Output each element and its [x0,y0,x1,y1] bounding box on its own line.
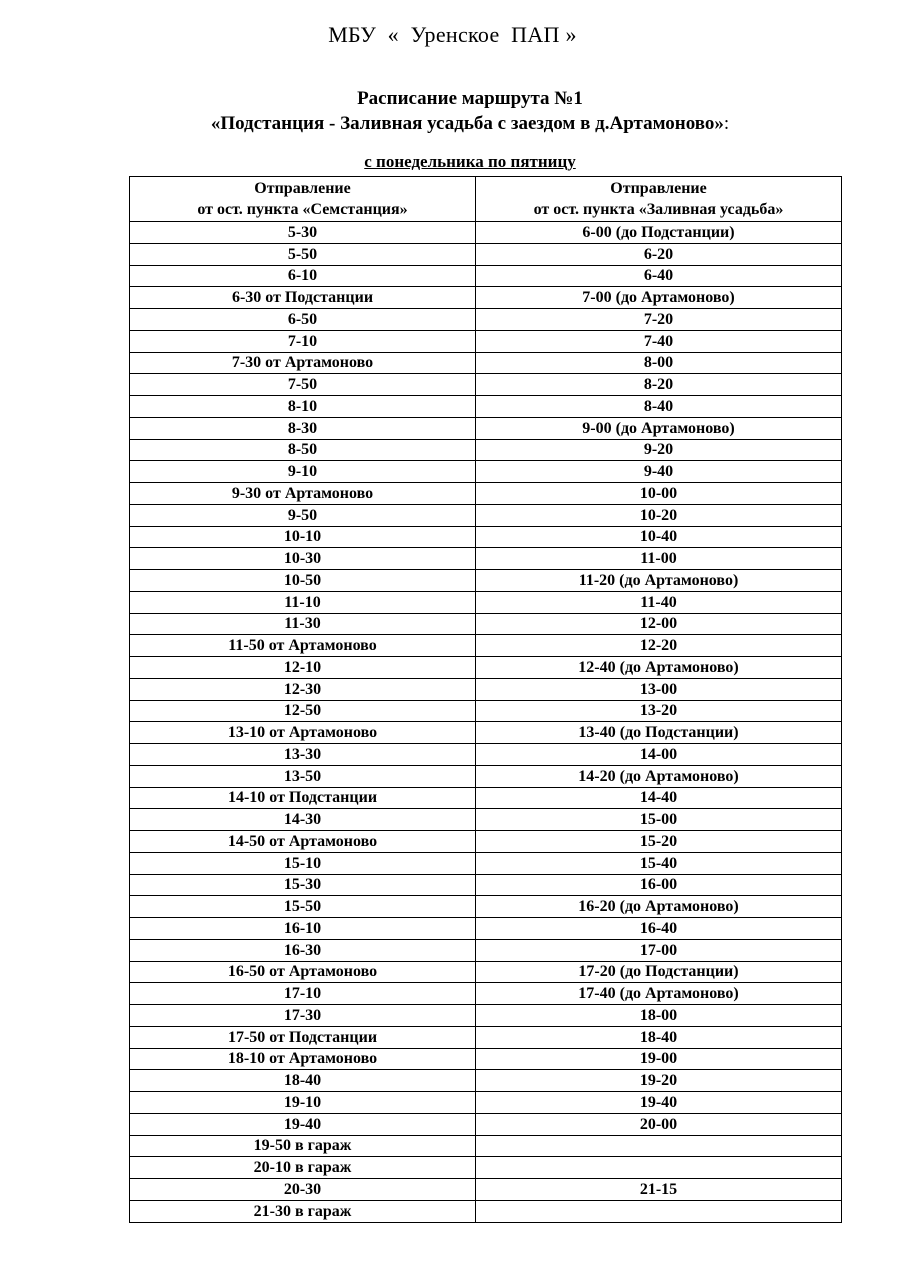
departure-zalivnaya-usadba-cell: 18-00 [476,1005,842,1027]
table-row [130,1048,842,1070]
table-row [130,591,842,613]
table-row [130,330,842,352]
departure-zalivnaya-usadba-cell: 14-40 [476,787,842,809]
departure-zalivnaya-usadba-cell: 16-40 [476,918,842,940]
table-row [130,918,842,940]
departure-semstantsiya-cell: 17-30 [130,1005,476,1027]
departure-zalivnaya-usadba-cell: 13-00 [476,678,842,700]
departure-zalivnaya-usadba-cell: 10-00 [476,483,842,505]
table-row [130,417,842,439]
departure-zalivnaya-usadba-cell: 11-00 [476,548,842,570]
table-row [130,265,842,287]
departure-semstantsiya-cell: 11-10 [130,591,476,613]
departure-semstantsiya-cell: 7-50 [130,374,476,396]
departure-semstantsiya-cell: 8-10 [130,396,476,418]
table-row [130,309,842,331]
table-row [130,222,842,244]
departure-semstantsiya-cell: 6-50 [130,309,476,331]
table-row [130,374,842,396]
table-row [130,243,842,265]
departure-semstantsiya-cell: 14-30 [130,809,476,831]
departure-zalivnaya-usadba-cell: 19-20 [476,1070,842,1092]
departure-zalivnaya-usadba-cell: 12-00 [476,613,842,635]
table-row [130,722,842,744]
departure-semstantsiya-cell: 16-30 [130,939,476,961]
departure-zalivnaya-usadba-cell: 11-20 (до Артамоново) [476,570,842,592]
departure-zalivnaya-usadba-cell: 6-40 [476,265,842,287]
departure-semstantsiya-cell: 8-50 [130,439,476,461]
departure-zalivnaya-usadba-cell: 15-00 [476,809,842,831]
table-row [130,548,842,570]
table-row [130,765,842,787]
departure-zalivnaya-usadba-cell: 10-40 [476,526,842,548]
departure-semstantsiya-cell: 16-10 [130,918,476,940]
table-row [130,961,842,983]
departure-semstantsiya-cell: 13-50 [130,765,476,787]
departure-semstantsiya-cell: 12-50 [130,700,476,722]
departure-zalivnaya-usadba-cell: 7-40 [476,330,842,352]
departure-zalivnaya-usadba-cell: 15-20 [476,831,842,853]
table-row [130,809,842,831]
departure-zalivnaya-usadba-cell [476,1200,842,1222]
departure-zalivnaya-usadba-cell: 9-00 (до Артамоново) [476,417,842,439]
schedule-days: с понедельника по пятницу [364,152,576,171]
table-row [130,613,842,635]
table-row [130,1135,842,1157]
table-row [130,461,842,483]
table-row [130,1179,842,1201]
table-row [130,1113,842,1135]
table-row [130,787,842,809]
departure-semstantsiya-cell: 10-30 [130,548,476,570]
table-row [130,678,842,700]
header-departure-semstantsiya [130,177,476,222]
departure-semstantsiya-cell: 12-30 [130,678,476,700]
departure-semstantsiya-cell: 14-50 от Артамоново [130,831,476,853]
departure-zalivnaya-usadba-cell: 6-00 (до Подстанции) [476,222,842,244]
departure-semstantsiya-cell: 14-10 от Подстанции [130,787,476,809]
departure-semstantsiya-cell: 17-10 [130,983,476,1005]
table-row [130,983,842,1005]
departure-zalivnaya-usadba-cell: 8-20 [476,374,842,396]
departure-semstantsiya-cell: 5-50 [130,243,476,265]
header-departure-zalivnaya-usadba [476,177,842,222]
table-row [130,896,842,918]
departure-zalivnaya-usadba-cell: 7-20 [476,309,842,331]
departure-zalivnaya-usadba-cell: 11-40 [476,591,842,613]
departure-semstantsiya-cell: 5-30 [130,222,476,244]
schedule-rows [130,222,842,1223]
departure-zalivnaya-usadba-cell: 8-40 [476,396,842,418]
departure-semstantsiya-cell: 8-30 [130,417,476,439]
table-row [130,1157,842,1179]
departure-zalivnaya-usadba-cell: 18-40 [476,1026,842,1048]
departure-semstantsiya-cell: 21-30 в гараж [130,1200,476,1222]
header-line-1: Отправление [254,180,351,197]
departure-zalivnaya-usadba-cell [476,1135,842,1157]
table-row [130,1026,842,1048]
table-row [130,657,842,679]
departure-zalivnaya-usadba-cell: 14-00 [476,744,842,766]
departure-zalivnaya-usadba-cell: 19-00 [476,1048,842,1070]
departure-semstantsiya-cell: 11-50 от Артамоново [130,635,476,657]
departure-zalivnaya-usadba-cell: 10-20 [476,504,842,526]
table-row [130,939,842,961]
table-row [130,570,842,592]
departure-zalivnaya-usadba-cell: 16-00 [476,874,842,896]
departure-semstantsiya-cell: 18-40 [130,1070,476,1092]
table-row [130,439,842,461]
departure-semstantsiya-cell: 11-30 [130,613,476,635]
table-row [130,1092,842,1114]
departure-zalivnaya-usadba-cell: 6-20 [476,243,842,265]
table-row [130,852,842,874]
departure-zalivnaya-usadba-cell: 13-20 [476,700,842,722]
departure-semstantsiya-cell: 7-10 [130,330,476,352]
table-row [130,526,842,548]
departure-semstantsiya-cell: 6-30 от Подстанции [130,287,476,309]
departure-zalivnaya-usadba-cell: 17-20 (до Подстанции) [476,961,842,983]
departure-semstantsiya-cell: 7-30 от Артамоново [130,352,476,374]
departure-zalivnaya-usadba-cell: 17-00 [476,939,842,961]
departure-semstantsiya-cell: 18-10 от Артамоново [130,1048,476,1070]
departure-zalivnaya-usadba-cell: 12-40 (до Артамоново) [476,657,842,679]
table-row [130,635,842,657]
table-row [130,874,842,896]
departure-zalivnaya-usadba-cell: 8-00 [476,352,842,374]
table-header-row [130,177,842,222]
organization-name: МБУ « Уренское ПАП » [328,22,577,47]
table-row [130,1200,842,1222]
departure-zalivnaya-usadba-cell: 17-40 (до Артамоново) [476,983,842,1005]
departure-zalivnaya-usadba-cell: 19-40 [476,1092,842,1114]
departure-semstantsiya-cell: 9-30 от Артамоново [130,483,476,505]
departure-semstantsiya-cell: 10-10 [130,526,476,548]
departure-zalivnaya-usadba-cell: 12-20 [476,635,842,657]
table-row [130,396,842,418]
departure-semstantsiya-cell: 20-10 в гараж [130,1157,476,1179]
schedule-table [129,176,842,1223]
departure-semstantsiya-cell: 9-10 [130,461,476,483]
route-name-line [0,113,905,135]
departure-semstantsiya-cell: 12-10 [130,657,476,679]
departure-semstantsiya-cell: 16-50 от Артамоново [130,961,476,983]
departure-zalivnaya-usadba-cell: 7-00 (до Артамоново) [476,287,842,309]
departure-zalivnaya-usadba-cell: 13-40 (до Подстанции) [476,722,842,744]
departure-semstantsiya-cell: 9-50 [130,504,476,526]
table-row [130,700,842,722]
departure-zalivnaya-usadba-cell: 15-40 [476,852,842,874]
departure-semstantsiya-cell: 15-50 [130,896,476,918]
table-row [130,483,842,505]
departure-semstantsiya-cell: 13-30 [130,744,476,766]
departure-zalivnaya-usadba-cell: 9-20 [476,439,842,461]
table-row [130,352,842,374]
table-row [130,831,842,853]
route-name: «Подстанция - Заливная усадьба с заездом в д.Артамоново» [210,113,724,134]
table-row [130,287,842,309]
departure-semstantsiya-cell: 10-50 [130,570,476,592]
table-row [130,1005,842,1027]
departure-zalivnaya-usadba-cell: 14-20 (до Артамоново) [476,765,842,787]
schedule-title: Расписание маршрута №1 [357,88,583,109]
departure-semstantsiya-cell: 19-50 в гараж [130,1135,476,1157]
route-name-colon: : [723,113,730,134]
table-row [130,504,842,526]
departure-zalivnaya-usadba-cell: 16-20 (до Артамоново) [476,896,842,918]
departure-semstantsiya-cell: 19-10 [130,1092,476,1114]
header-line-2: от ост. пункта «Семстанция» [197,201,408,218]
table-row [130,744,842,766]
departure-zalivnaya-usadba-cell [476,1157,842,1179]
departure-semstantsiya-cell: 6-10 [130,265,476,287]
departure-zalivnaya-usadba-cell: 20-00 [476,1113,842,1135]
departure-zalivnaya-usadba-cell: 9-40 [476,461,842,483]
header-line-2: от ост. пункта «Заливная усадьба» [533,201,784,218]
departure-semstantsiya-cell: 15-10 [130,852,476,874]
header-line-1: Отправление [610,180,707,197]
departure-zalivnaya-usadba-cell: 21-15 [476,1179,842,1201]
departure-semstantsiya-cell: 19-40 [130,1113,476,1135]
departure-semstantsiya-cell: 13-10 от Артамоново [130,722,476,744]
departure-semstantsiya-cell: 20-30 [130,1179,476,1201]
table-row [130,1070,842,1092]
departure-semstantsiya-cell: 15-30 [130,874,476,896]
departure-semstantsiya-cell: 17-50 от Подстанции [130,1026,476,1048]
